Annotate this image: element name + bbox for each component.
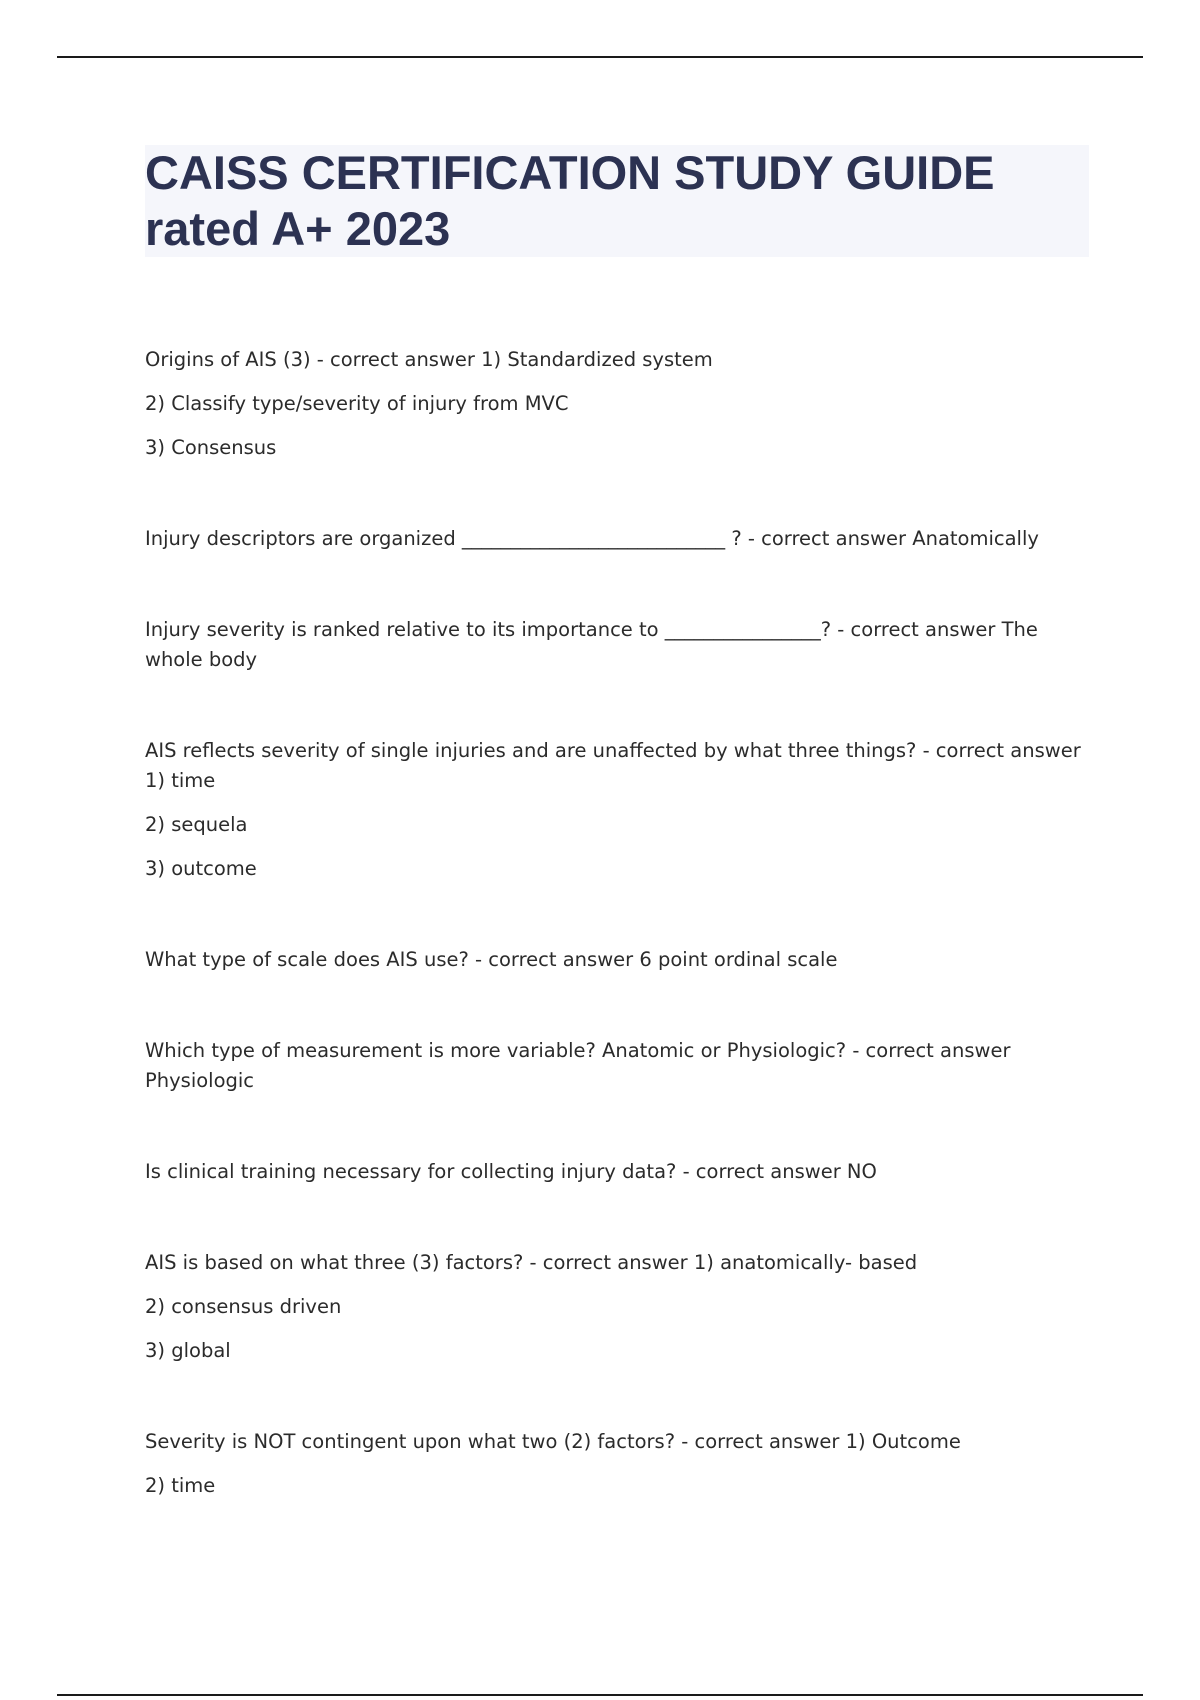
qa-item <box>145 1157 1085 1187</box>
title-line-2: rated A+ 2023 <box>145 202 451 255</box>
qa-question: Severity is NOT contingent upon what two (2) factors? - correct answer 1) Outcome <box>145 1430 961 1453</box>
qa-question: Which type of measurement is more variable? Anatomic or Physiologic? - correct answer Physiologic <box>145 1039 1011 1092</box>
qa-answer-line: 2) sequela <box>145 813 248 836</box>
top-rule <box>57 56 1143 58</box>
bottom-rule <box>57 1694 1143 1696</box>
qa-list <box>145 345 1085 1501</box>
qa-question: AIS reflects severity of single injuries and are unaffected by what three things? - correct answer 1) time <box>145 739 1081 792</box>
qa-answer-line: 3) global <box>145 1339 231 1362</box>
qa-item <box>145 524 1085 554</box>
qa-item <box>145 736 1085 884</box>
qa-answer-line: 3) Consensus <box>145 436 277 459</box>
qa-question: Injury severity is ranked relative to its importance to ________________? - correct answer The whole body <box>145 618 1038 671</box>
qa-question: Injury descriptors are organized ___________________________ ? - correct answer Anatomically <box>145 527 1039 550</box>
qa-item <box>145 1427 1085 1501</box>
qa-item <box>145 945 1085 975</box>
qa-item <box>145 1036 1085 1096</box>
qa-item <box>145 1248 1085 1366</box>
title-block <box>145 145 1089 257</box>
qa-answer-line: 3) outcome <box>145 857 257 880</box>
qa-item <box>145 615 1085 675</box>
qa-answer-line: 2) time <box>145 1474 216 1497</box>
title-line-1: CAISS CERTIFICATION STUDY GUIDE <box>145 146 995 199</box>
qa-answer-line: 2) Classify type/severity of injury from MVC <box>145 392 569 415</box>
document-title <box>145 145 1089 257</box>
qa-item <box>145 345 1085 463</box>
qa-question: Is clinical training necessary for collecting injury data? - correct answer NO <box>145 1160 877 1183</box>
qa-answer-line: 2) consensus driven <box>145 1295 342 1318</box>
qa-question: Origins of AIS (3) - correct answer 1) Standardized system <box>145 348 713 371</box>
qa-question: What type of scale does AIS use? - correct answer 6 point ordinal scale <box>145 948 838 971</box>
qa-question: AIS is based on what three (3) factors? - correct answer 1) anatomically- based <box>145 1251 918 1274</box>
